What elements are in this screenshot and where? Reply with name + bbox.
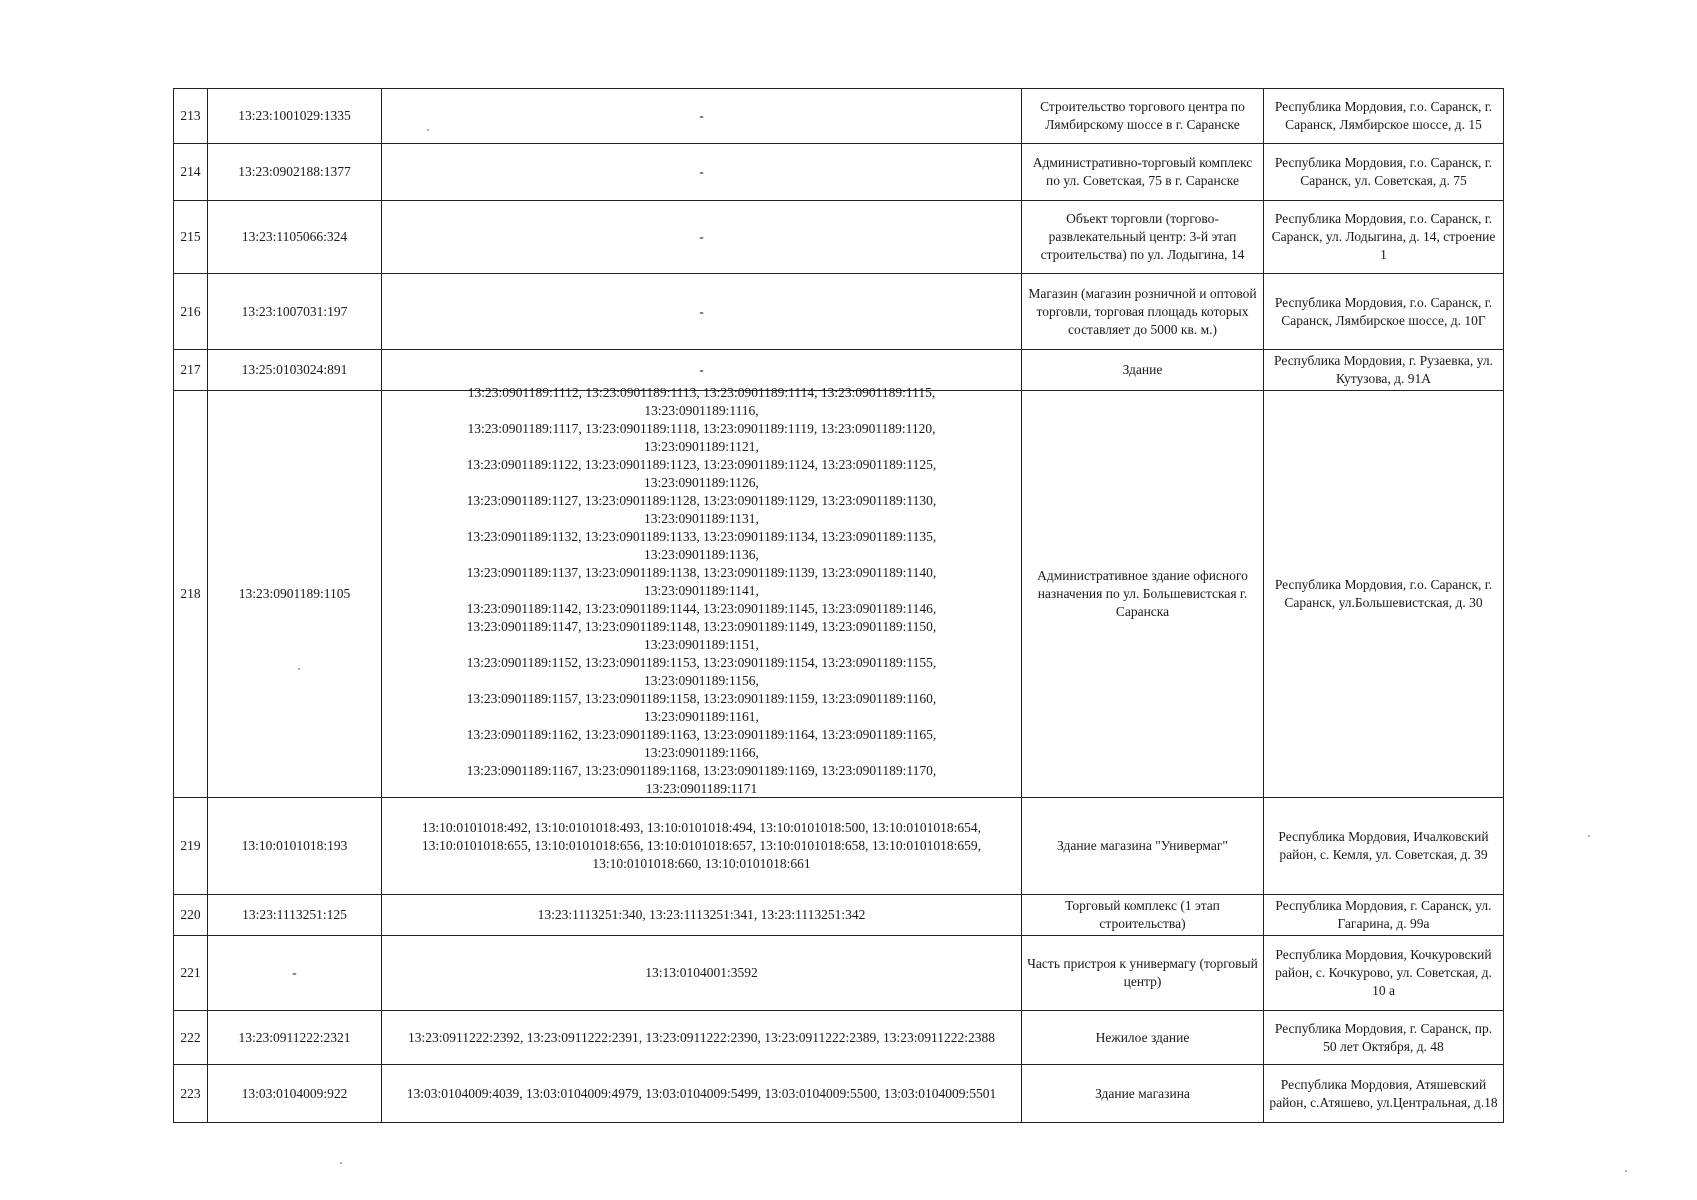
row-number: 221 bbox=[174, 936, 208, 1011]
object-address: Республика Мордовия, г.о. Саранск, г. Саранск, ул. Советская, д. 75 bbox=[1264, 144, 1504, 201]
object-address: Республика Мордовия, г.о. Саранск, г. Саранск, ул.Большевистская, д. 30 bbox=[1264, 391, 1504, 798]
object-address: Республика Мордовия, г.о. Саранск, г. Саранск, ул. Лодыгина, д. 14, строение 1 bbox=[1264, 201, 1504, 274]
table-row bbox=[174, 391, 1504, 798]
inner-number-line: 13:23:0901189:1126, bbox=[644, 474, 759, 490]
object-name: Объект торговли (торгово-развлекательный центр: 3-й этап строительства) по ул. Лодыгина, 14 bbox=[1022, 201, 1264, 274]
inner-cadastral-numbers: 13:03:0104009:4039, 13:03:0104009:4979, 13:03:0104009:5499, 13:03:0104009:5500, 13:03:0104009:5501 bbox=[382, 1065, 1022, 1123]
inner-cadastral-numbers: - bbox=[382, 350, 1022, 391]
inner-cadastral-numbers: 13:10:0101018:492, 13:10:0101018:493, 13:10:0101018:494, 13:10:0101018:500, 13:10:0101018:654, 13:10:0101018:655, 13:10:0101018:656, 13:10:0101018:657, 13:10:0101018:658, 13:10:0101018:659, 13:10:0101018:660, 13:10:0101018:661 bbox=[382, 798, 1022, 895]
row-number: 213 bbox=[174, 89, 208, 144]
cadastral-number: 13:23:1007031:197 bbox=[208, 274, 382, 350]
inner-number-line: 13:23:0901189:1157, 13:23:0901189:1158, 13:23:0901189:1159, 13:23:0901189:1160, bbox=[466, 690, 937, 706]
object-address: Республика Мордовия, г. Саранск, ул. Гагарина, д. 99а bbox=[1264, 895, 1504, 936]
inner-number-line: 13:23:0901189:1152, 13:23:0901189:1153, 13:23:0901189:1154, 13:23:0901189:1155, bbox=[466, 654, 937, 670]
row-number: 217 bbox=[174, 350, 208, 391]
scan-speck bbox=[427, 129, 429, 131]
inner-number-line: 13:23:0901189:1117, 13:23:0901189:1118, 13:23:0901189:1119, 13:23:0901189:1120, bbox=[467, 420, 936, 436]
row-number: 220 bbox=[174, 895, 208, 936]
object-name: Здание магазина bbox=[1022, 1065, 1264, 1123]
object-name: Магазин (магазин розничной и оптовой торговли, торговая площадь которых составляет до 5000 кв. м.) bbox=[1022, 274, 1264, 350]
scan-speck bbox=[1625, 1170, 1627, 1172]
inner-number-line: 13:23:0901189:1122, 13:23:0901189:1123, 13:23:0901189:1124, 13:23:0901189:1125, bbox=[466, 456, 937, 472]
object-address: Республика Мордовия, г. Рузаевка, ул. Кутузова, д. 91А bbox=[1264, 350, 1504, 391]
cadastral-number: 13:23:1105066:324 bbox=[208, 201, 382, 274]
inner-numbers-lines bbox=[385, 384, 1018, 798]
inner-cadastral-numbers: - bbox=[382, 89, 1022, 144]
inner-cadastral-numbers: - bbox=[382, 201, 1022, 274]
inner-number-line: 13:23:0901189:1141, bbox=[644, 582, 759, 598]
table-row bbox=[174, 936, 1504, 1011]
row-number: 223 bbox=[174, 1065, 208, 1123]
inner-number-line: 13:23:0901189:1166, bbox=[644, 744, 759, 760]
cadastral-number: - bbox=[208, 936, 382, 1011]
inner-cadastral-numbers: - bbox=[382, 144, 1022, 201]
inner-number-line: 13:23:0901189:1171 bbox=[645, 780, 758, 796]
object-address: Республика Мордовия, г.о. Саранск, г. Саранск, Лямбирское шоссе, д. 10Г bbox=[1264, 274, 1504, 350]
inner-number-line: 13:23:0901189:1112, 13:23:0901189:1113, 13:23:0901189:1114, 13:23:0901189:1115, bbox=[467, 384, 936, 400]
object-address: Республика Мордовия, Атяшевский район, с.Атяшево, ул.Центральная, д.18 bbox=[1264, 1065, 1504, 1123]
object-address: Республика Мордовия, г.о. Саранск, г. Саранск, Лямбирское шоссе, д. 15 bbox=[1264, 89, 1504, 144]
inner-number-line: 13:23:0901189:1161, bbox=[644, 708, 759, 724]
cadastral-number: 13:03:0104009:922 bbox=[208, 1065, 382, 1123]
inner-number-line: 13:23:0901189:1167, 13:23:0901189:1168, 13:23:0901189:1169, 13:23:0901189:1170, bbox=[466, 762, 937, 778]
table-row bbox=[174, 201, 1504, 274]
table-row bbox=[174, 89, 1504, 144]
inner-number-line: 13:23:0901189:1162, 13:23:0901189:1163, 13:23:0901189:1164, 13:23:0901189:1165, bbox=[466, 726, 937, 742]
cadastral-number: 13:23:1113251:125 bbox=[208, 895, 382, 936]
property-registry-table bbox=[173, 88, 1504, 1123]
row-number: 222 bbox=[174, 1011, 208, 1065]
cadastral-number: 13:23:0902188:1377 bbox=[208, 144, 382, 201]
object-name: Административно-торговый комплекс по ул. Советская, 75 в г. Саранске bbox=[1022, 144, 1264, 201]
object-name: Торговый комплекс (1 этап строительства) bbox=[1022, 895, 1264, 936]
inner-cadastral-numbers: 13:23:1113251:340, 13:23:1113251:341, 13:23:1113251:342 bbox=[382, 895, 1022, 936]
inner-number-line: 13:23:0901189:1136, bbox=[644, 546, 759, 562]
table-row bbox=[174, 144, 1504, 201]
inner-cadastral-numbers: - bbox=[382, 274, 1022, 350]
table-row bbox=[174, 1011, 1504, 1065]
row-number: 216 bbox=[174, 274, 208, 350]
table-row bbox=[174, 1065, 1504, 1123]
inner-number-line: 13:23:0901189:1116, bbox=[644, 402, 759, 418]
object-name: Административное здание офисного назначения по ул. Большевистская г. Саранска bbox=[1022, 391, 1264, 798]
row-number: 219 bbox=[174, 798, 208, 895]
scan-speck bbox=[298, 668, 300, 670]
object-address: Республика Мордовия, Кочкуровский район, с. Кочкурово, ул. Советская, д. 10 а bbox=[1264, 936, 1504, 1011]
inner-number-line: 13:23:0901189:1151, bbox=[644, 636, 759, 652]
inner-number-line: 13:23:0901189:1137, 13:23:0901189:1138, 13:23:0901189:1139, 13:23:0901189:1140, bbox=[466, 564, 937, 580]
table-row bbox=[174, 895, 1504, 936]
object-name: Здание магазина "Универмаг" bbox=[1022, 798, 1264, 895]
cadastral-number: 13:23:1001029:1335 bbox=[208, 89, 382, 144]
inner-cadastral-numbers: 13:13:0104001:3592 bbox=[382, 936, 1022, 1011]
inner-number-line: 13:23:0901189:1156, bbox=[644, 672, 759, 688]
cadastral-number: 13:23:0911222:2321 bbox=[208, 1011, 382, 1065]
inner-number-line: 13:23:0901189:1147, 13:23:0901189:1148, 13:23:0901189:1149, 13:23:0901189:1150, bbox=[466, 618, 937, 634]
row-number: 215 bbox=[174, 201, 208, 274]
row-number: 218 bbox=[174, 391, 208, 798]
object-name: Нежилое здание bbox=[1022, 1011, 1264, 1065]
cadastral-number: 13:23:0901189:1105 bbox=[208, 391, 382, 798]
inner-cadastral-numbers: 13:23:0911222:2392, 13:23:0911222:2391, 13:23:0911222:2390, 13:23:0911222:2389, 13:23:0911222:2388 bbox=[382, 1011, 1022, 1065]
object-address: Республика Мордовия, Ичалковский район, с. Кемля, ул. Советская, д. 39 bbox=[1264, 798, 1504, 895]
inner-number-line: 13:23:0901189:1131, bbox=[644, 510, 759, 526]
cadastral-number: 13:25:0103024:891 bbox=[208, 350, 382, 391]
cadastral-number: 13:10:0101018:193 bbox=[208, 798, 382, 895]
scan-speck bbox=[340, 1162, 342, 1164]
scan-speck bbox=[1588, 835, 1590, 837]
inner-number-line: 13:23:0901189:1121, bbox=[644, 438, 759, 454]
inner-number-line: 13:23:0901189:1132, 13:23:0901189:1133, 13:23:0901189:1134, 13:23:0901189:1135, bbox=[466, 528, 937, 544]
table-row bbox=[174, 274, 1504, 350]
object-name: Здание bbox=[1022, 350, 1264, 391]
object-name: Часть пристроя к универмагу (торговый центр) bbox=[1022, 936, 1264, 1011]
object-name: Строительство торгового центра по Лямбирскому шоссе в г. Саранске bbox=[1022, 89, 1264, 144]
table-row bbox=[174, 798, 1504, 895]
inner-numbers-clip bbox=[385, 384, 1018, 796]
inner-cadastral-numbers bbox=[382, 384, 1022, 798]
inner-number-line: 13:23:0901189:1142, 13:23:0901189:1144, 13:23:0901189:1145, 13:23:0901189:1146, bbox=[466, 600, 937, 616]
inner-number-line: 13:23:0901189:1127, 13:23:0901189:1128, 13:23:0901189:1129, 13:23:0901189:1130, bbox=[466, 492, 937, 508]
object-address: Республика Мордовия, г. Саранск, пр. 50 лет Октября, д. 48 bbox=[1264, 1011, 1504, 1065]
row-number: 214 bbox=[174, 144, 208, 201]
